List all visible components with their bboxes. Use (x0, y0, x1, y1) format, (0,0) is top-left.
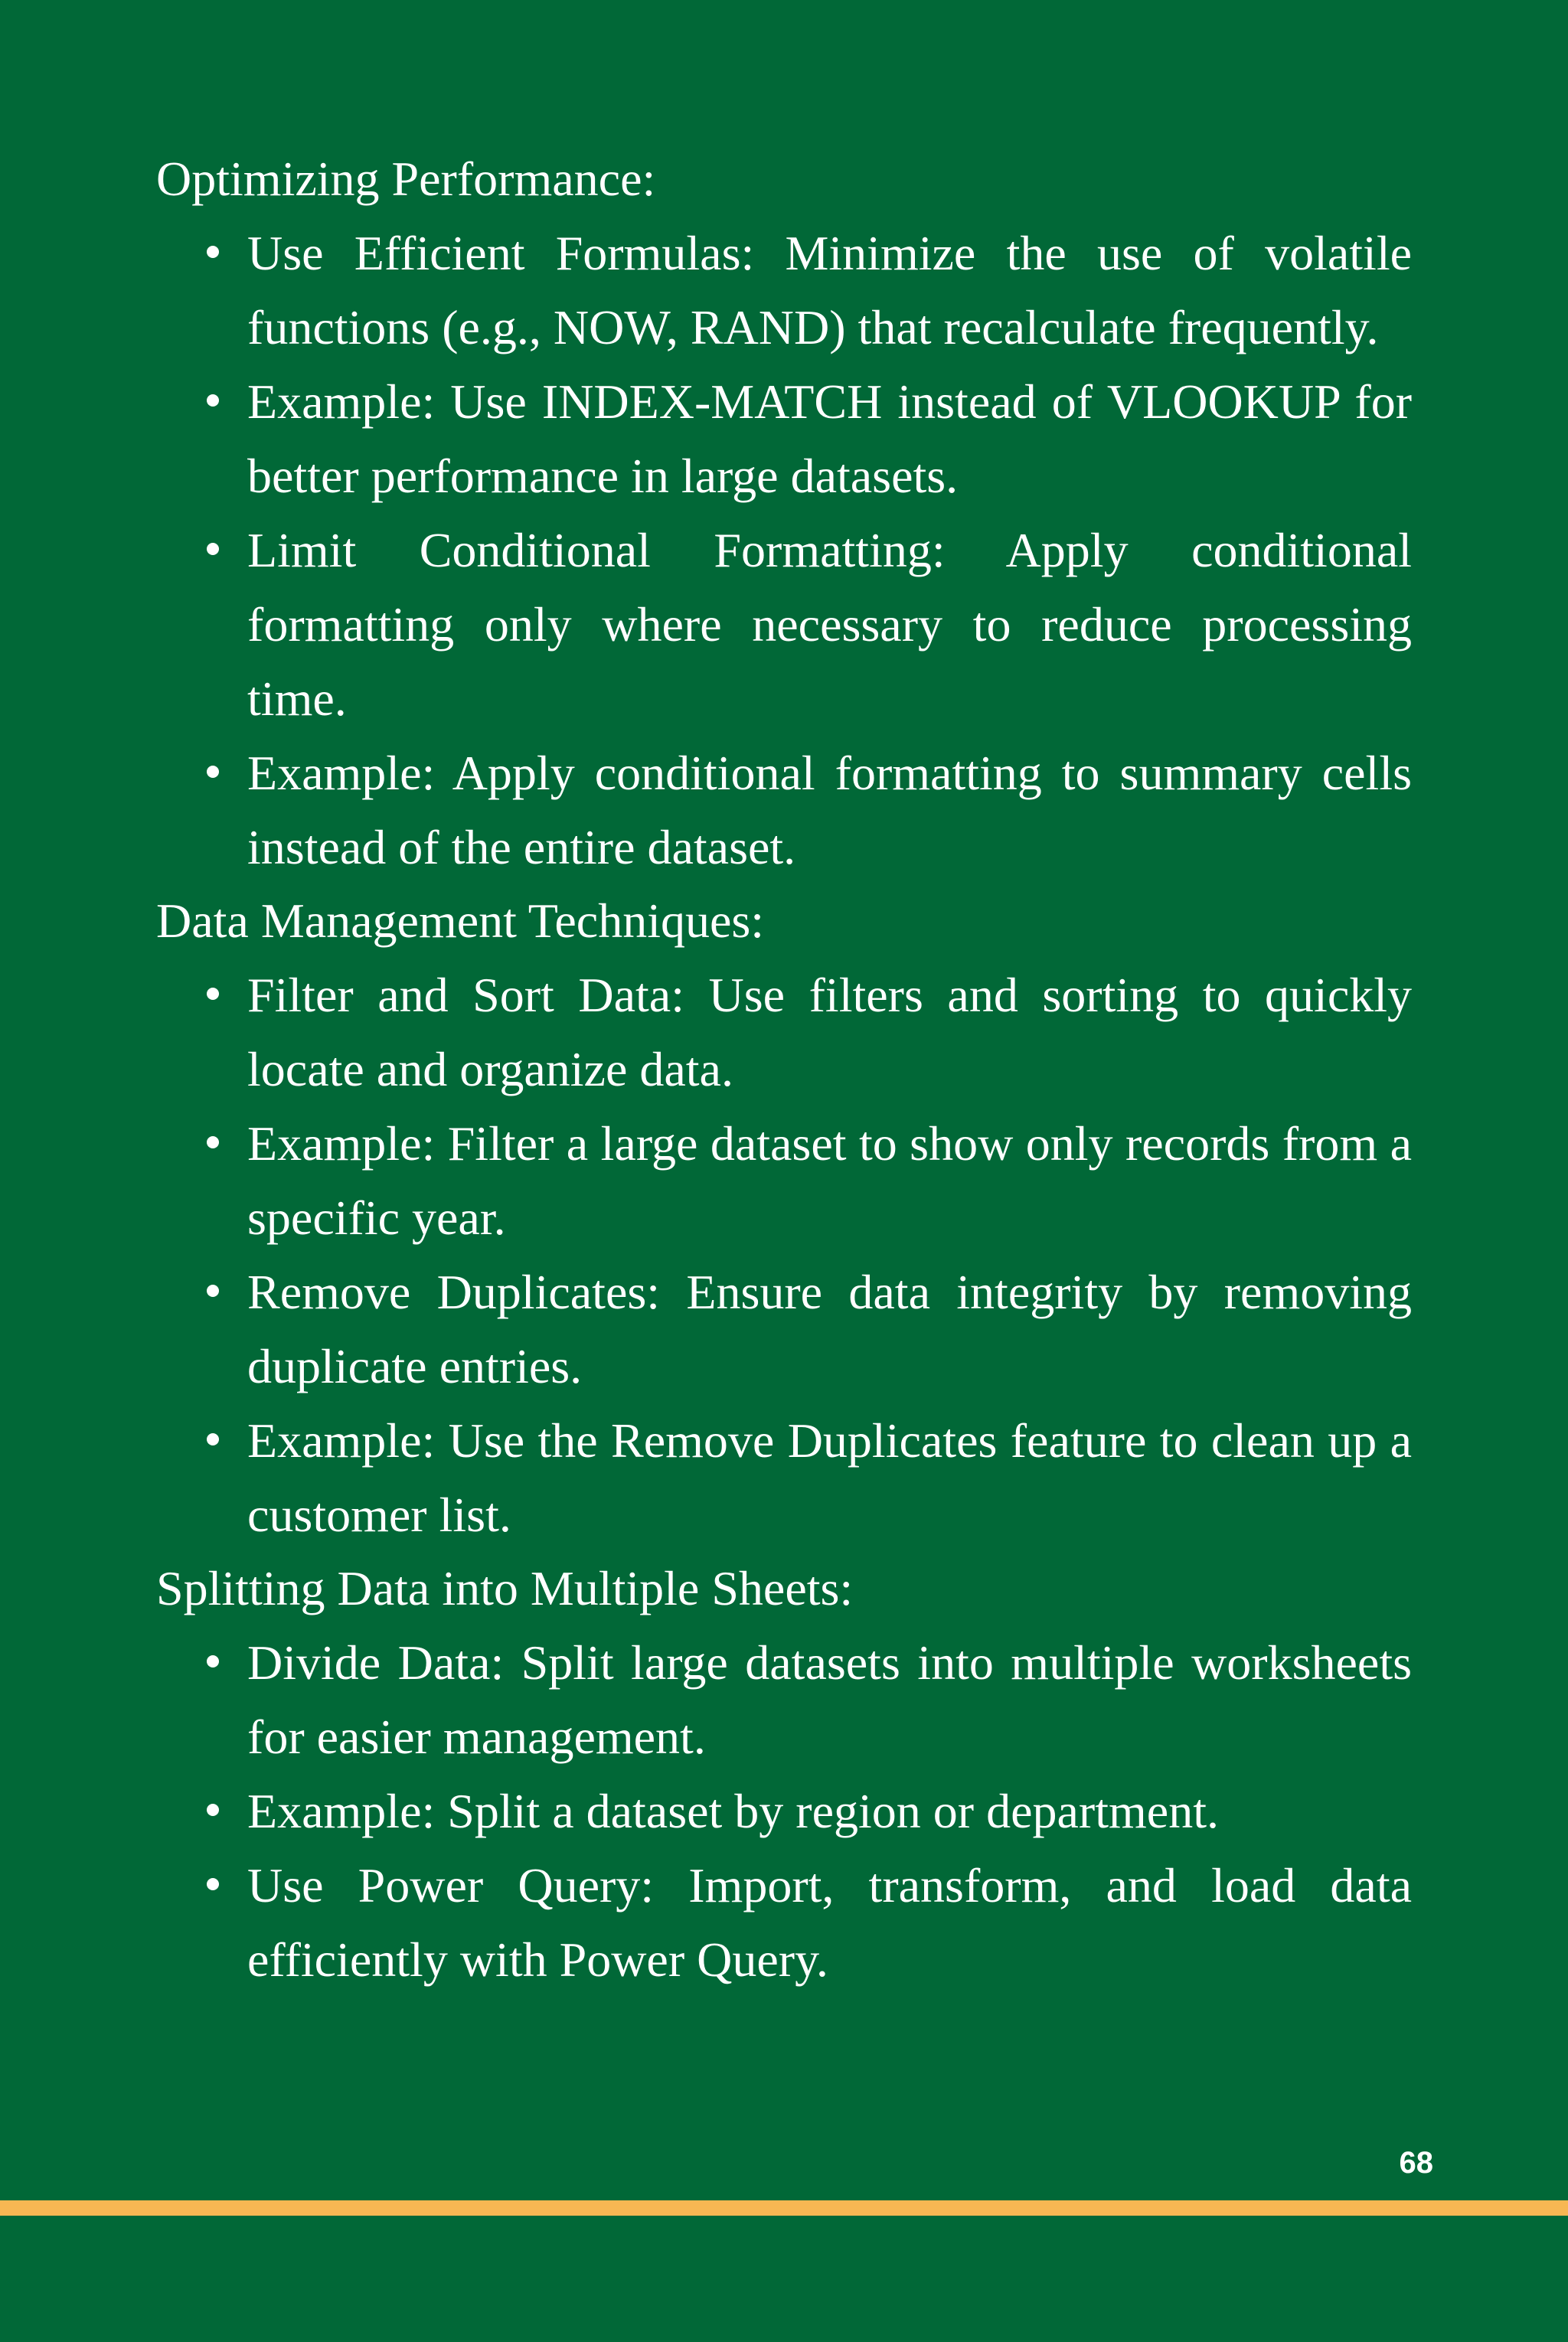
bullet-icon (207, 988, 219, 1000)
list-item-text: Remove Duplicates: Ensure data integrity by removing duplicate entries. (247, 1265, 1412, 1393)
bullet-icon (207, 1136, 219, 1148)
list-item (156, 1625, 1412, 1774)
list-item (156, 364, 1412, 513)
section-heading-data-management: Data Management Techniques: (156, 893, 765, 948)
bullet-icon (207, 246, 219, 258)
list-item (156, 1774, 1412, 1848)
bullet-list-data-management (156, 958, 1412, 1552)
list-item (156, 1255, 1412, 1403)
list-item-text: Example: Use INDEX-MATCH instead of VLOOKUP for better performance in large datasets. (247, 374, 1412, 503)
list-item (156, 1403, 1412, 1552)
section-heading-splitting-data: Splitting Data into Multiple Sheets: (156, 1561, 854, 1615)
list-item-text: Limit Conditional Formatting: Apply conditional formatting only where necessary to reduce processing time. (247, 523, 1412, 726)
bullet-list-splitting-data (156, 1625, 1412, 1997)
page-content (156, 142, 1412, 1997)
list-item-text: Filter and Sort Data: Use filters and sorting to quickly locate and organize data. (247, 968, 1412, 1096)
list-item-text: Example: Split a dataset by region or department. (247, 1784, 1219, 1838)
bullet-icon (207, 394, 219, 407)
bullet-icon (207, 1285, 219, 1297)
page-number: 68 (1399, 2146, 1433, 2180)
bullet-icon (207, 1878, 219, 1890)
bullet-list-optimizing-performance (156, 216, 1412, 884)
list-item (156, 958, 1412, 1106)
list-item (156, 1106, 1412, 1255)
bullet-icon (207, 1433, 219, 1445)
list-item-text: Example: Apply conditional formatting to summary cells instead of the entire dataset. (247, 746, 1412, 874)
list-item (156, 736, 1412, 884)
section-heading-optimizing-performance: Optimizing Performance: (156, 152, 656, 206)
bullet-icon (207, 1655, 219, 1667)
bullet-icon (207, 1804, 219, 1816)
list-item (156, 513, 1412, 736)
list-item-text: Use Power Query: Import, transform, and load data efficiently with Power Query. (247, 1858, 1412, 1987)
list-item-text: Use Efficient Formulas: Minimize the use of volatile functions (e.g., NOW, RAND) that recalculate frequently. (247, 226, 1412, 354)
footer-stripe (0, 2200, 1568, 2216)
list-item (156, 1848, 1412, 1997)
list-item-text: Example: Filter a large dataset to show only records from a specific year. (247, 1116, 1412, 1245)
list-item-text: Divide Data: Split large datasets into multiple worksheets for easier management. (247, 1635, 1412, 1764)
bullet-icon (207, 543, 219, 555)
list-item-text: Example: Use the Remove Duplicates feature to clean up a customer list. (247, 1413, 1412, 1542)
list-item (156, 216, 1412, 364)
bullet-icon (207, 766, 219, 778)
